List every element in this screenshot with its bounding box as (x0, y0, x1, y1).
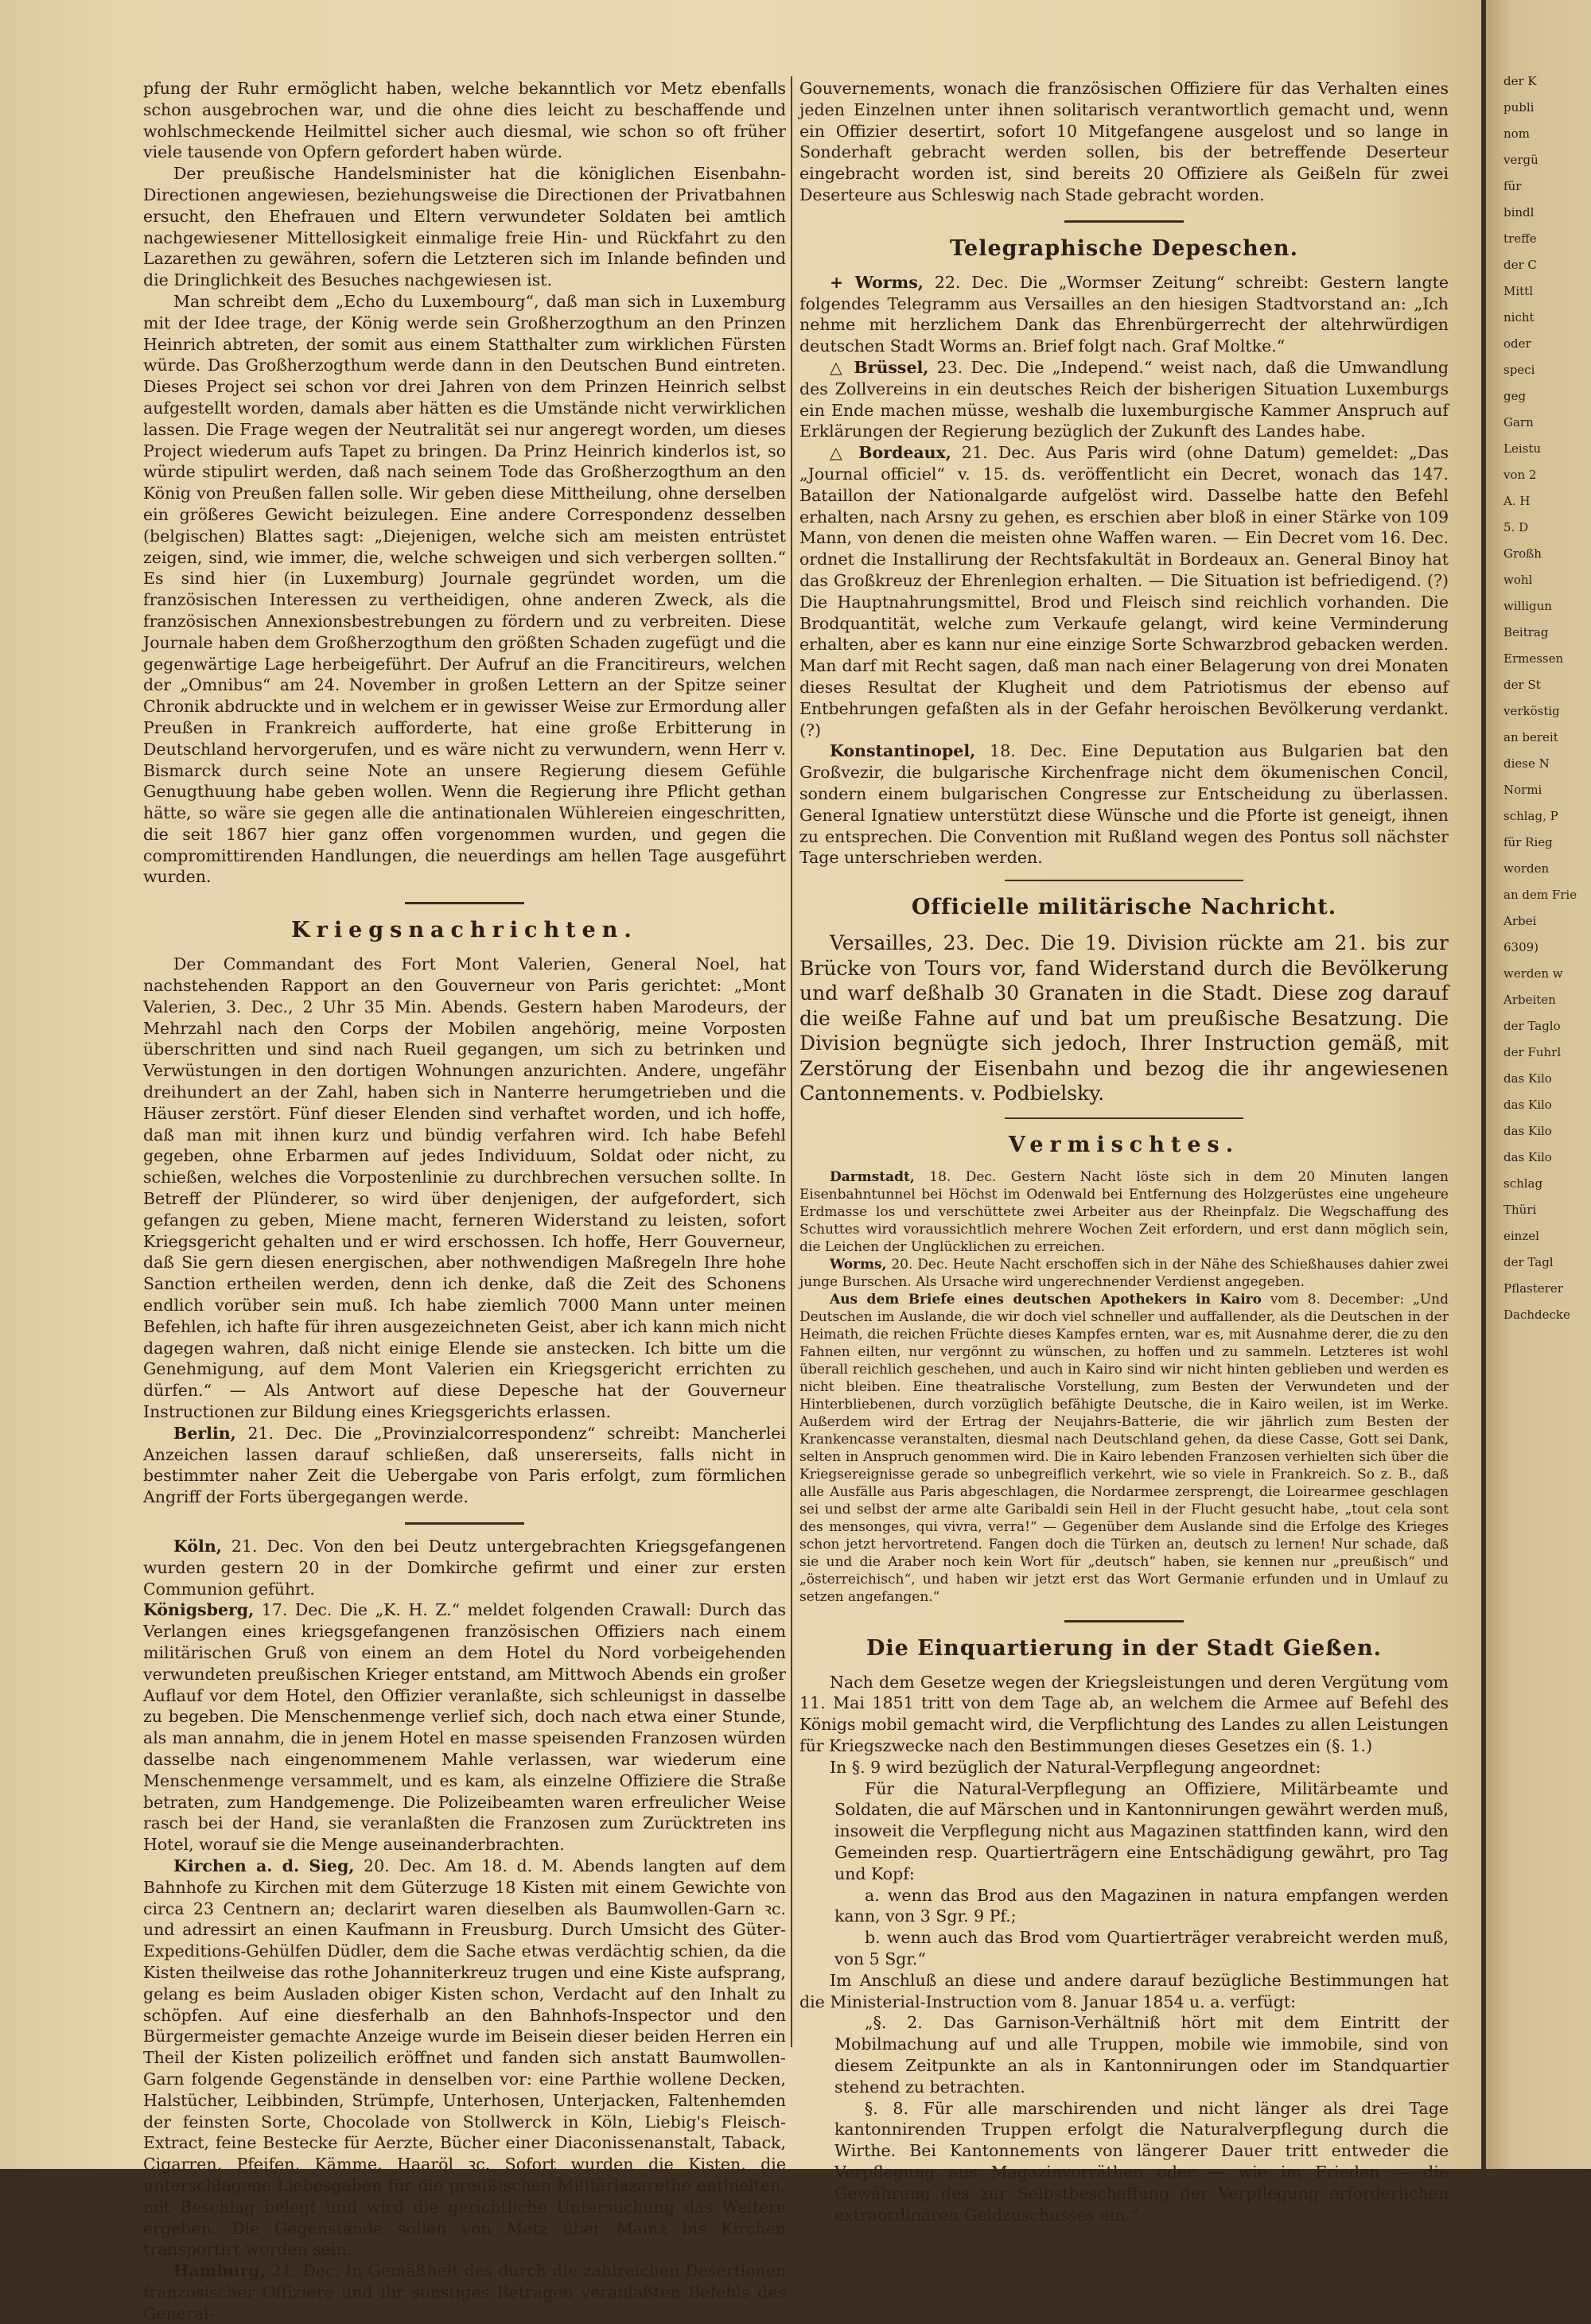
adjacent-page-word: das Kilo (1503, 1150, 1552, 1164)
adjacent-page-word: speci (1503, 363, 1535, 377)
article-hamburg-continued: Gouvernements, wonach die französischen Offiziere für das Verhalten eines jeden Einzelnen unter ihnen solitarisch verantwortlich gemacht und, wenn ein Offizier desertirt, sofort 10 Mitgefangene ausgelost und so lange in Sonderhaft gebracht werden sollen, bis der betreffende Deserteur eingebracht worden ist, sind bereits 20 Offiziere als Geißeln für zwei Deserteure aus Schleswig nach Stade gebracht worden. (799, 79, 1449, 204)
section-separator (405, 902, 524, 904)
adjacent-page-word: für Rieg (1503, 835, 1553, 849)
adjacent-page-word: der Fuhrl (1503, 1045, 1562, 1059)
adjacent-page-word: der Taglo (1503, 1019, 1561, 1033)
article-konstantinopel: Konstantinopel, 18. Dec. Eine Deputation aus Bulgarien bat den Großvezir, die bulgarische Kirchenfrage nicht dem ökumenischen Concil, sondern einem bulgarischen Congresse zur Entscheidung zu überlassen. General Ignatiew unterstützt diese Wünsche und die Pforte ist geneigt, ihnen zu entsprechen. Die Convention mit Rußland wegen des Pontus soll nächster Tage unterschrieben werden. (799, 741, 1449, 868)
heading-telegraphische-depeschen: Telegraphische Depeschen. (950, 235, 1298, 261)
dateline: Berlin, (173, 1423, 236, 1443)
article-ministerial-instruction: Im Anschluß an diese und andere darauf bezügliche Bestimmungen hat die Ministerial-Instruction vom 8. Januar 1854 u. a. verfügt: (799, 1970, 1449, 2011)
adjacent-page-word: der C (1503, 258, 1537, 272)
adjacent-page-word: geg (1503, 389, 1527, 403)
article-ruhr-end: pfung der Ruhr ermöglicht haben, welche bekanntlich vor Metz ebenfalls schon ausgebrochen war, und die ohne dies leicht zu beschaffende und wohlschmeckende Heilmittel sicher auch diesmal, wie schon so oft früher viele tausende von Opfern gefordert haben würde. (143, 79, 786, 162)
adjacent-page-word: Pflasterer (1503, 1281, 1563, 1296)
adjacent-page-word: publi (1503, 100, 1535, 115)
adjacent-page-word: Garn (1503, 415, 1534, 429)
article-mont-valerien: Der Commandant des Fort Mont Valerien, General Noel, hat nachstehenden Rapport an den Gouverneur von Paris gerichtet: „Mont Valerien, 3. Dec., 2 Uhr 35 Min. Abends. Gestern haben Marodeurs, der Mehrzahl nach den Corps der Mobilen angehörig, meine Vorposten überschritten und sind nach Rueil gegangen, um sich zu betrinken und Verwüstungen in den dortigen Wohnungen anzurichten. Andere, ungefähr dreihundert an der Zahl, haben sich in Nanterre herumgetrieben und die Häuser zerstört. Fünf dieser Elenden sind verhaftet worden, und ich hoffe, daß man mit ihnen kurz und bündig verfahren wird. Ich habe Befehl gegeben, ohne Erbarmen auf jedes Individuum, Soldat oder nicht, zu schießen, welches die Vorpostenlinie zu durchbrechen versuchen sollte. In Betreff der Plünderer, so wird über denjenigen, der aufgefordert, sich gefangen zu geben, Miene macht, ferneren Widerstand zu leisten, sofort Kriegsgericht gehalten und er wird erschossen. Ich hoffe, Herr Gouverneur, daß Sie gern diesen energischen, aber nothwendigen Maßregeln Ihre hohe Sanction ertheilen werden, denn ich denke, daß die Zeit des Schonens endlich vorüber sein muß. Ich habe ziemlich 7000 Mann unter meinen Befehlen, ich hafte für ihren ausgezeichneten Geist, aber ich kann mich nicht dagegen wahren, daß nicht einige Elende sie anstecken. Ich bitte um die Genehmigung, auf dem Mont Valerien ein Kriegsgericht errichten zu dürfen.“ — Als Antwort auf diese Depesche hat der Gouverneur Instructionen zur Bildung eines Kriegsgerichts erlassen. (143, 954, 786, 1422)
adjacent-page-word: Dachdecke (1503, 1308, 1570, 1322)
article-kairo: Aus dem Briefe eines deutschen Apothekers in Kairo vom 8. December: „Und Deutschen im Auslande, die wir doch viel schneller und auffallender, als die Deutschen in der Heimath, die reichen Früchte dieses Kampfes ernten, war es, mit Ausnahme derer, die zu den Fahnen eilten, nur vergönnt zu wünschen, zu hoffen und zu sammeln. Letzteres ist wohl überall reichlich geschehen, und auch in Kairo sind wir nicht hinten geblieben und werden es nicht bleiben. Eine theatralische Vorstellung, zum Besten der Verwundeten und der Hinterbliebenen, durch vorzüglich befähigte Deutsche, die in Kairo weilen, ist im Werke. Außerdem wird der Ertrag der Neujahrs-Batterie, die wir jährlich zum Besten der Krankencasse veranstalten, diesmal nach Deutschland gehen, da diese Casse, Gott sei Dank, selten in Anspruch genommen wird. Die in Kairo lebenden Franzosen verhielten sich über die Kriegsereignisse gerade so unbegreiflich verkehrt, wie so viele in Frankreich. So z. B., daß alle Ausfälle aus Paris abgeschlagen, die Nordarmee zersprengt, die Loirearmee geschlagen sei und selbst der arme alte Garibaldi sein Heil in der Flucht gesucht habe, „tout cela sont des mensonges, qui vivra, verra!“ — Gegenüber dem Auslande sind die Erfolge des Krieges schon jetzt hervortretend. Fangen doch die Türken an, deutsch zu lernen! Nur schade, daß sie und die Araber noch kein Wort für „deutsch“ haben, sie kennen nur „preußisch“ und „österreichisch“, und haben wir jetzt erst das Wort Germanie erfunden und in Umlauf zu setzen angefangen.“ (799, 1291, 1449, 1605)
adjacent-page-word: der Tagl (1503, 1255, 1554, 1269)
adjacent-page-word: Beitrag (1503, 625, 1549, 639)
adjacent-page-word: das Kilo (1503, 1098, 1552, 1112)
dateline: △ Bordeaux, (830, 443, 951, 463)
adjacent-page-word: von 2 (1503, 468, 1537, 482)
quote-natural-verpflegung: Für die Natural-Verpflegung an Offiziere, Militärbeamte und Soldaten, die auf Märschen und in Kantonnirungen gewährt werden muß, insoweit die Verpflegung nicht aus Magazinen stattfinden kann, wird den Gemeinden resp. Quartierträgern eine Entschädigung gewährt, pro Tag und Kopf: (834, 1778, 1449, 1883)
adjacent-page-word: A. H (1503, 494, 1531, 508)
adjacent-page-word: treffe (1503, 231, 1537, 246)
article-einquartierung-para9: In §. 9 wird bezüglich der Natural-Verpflegung angeordnet: (830, 1757, 1321, 1777)
article-einquartierung-intro: Nach dem Gesetze wegen der Kriegsleistungen und deren Vergütung vom 11. Mai 1851 tritt von dem Tage ab, an welchem die Armee auf Befehl des Königs mobil gemacht wird, die Verpflichtung des Landes zu allen Leistungen für Kriegszwecke nach den Bestimmungen dieses Gesetzes ein (§. 1.) (799, 1672, 1449, 1755)
quote-para2: „§. 2. Das Garnison-Verhältniß hört mit dem Eintritt der Mobilmachung auf und alle Truppen, mobile wie immobile, sind von diesem Zeitpunkte an als in Kantonnirungen oder im Standquartier stehend zu betrachten. (834, 2013, 1449, 2097)
adjacent-page-edge (1486, 0, 1591, 2169)
article-koenigsberg: Königsberg, 17. Dec. Die „K. H. Z.“ meldet folgenden Crawall: Durch das Verlangen eines kriegsgefangenen französischen Offiziers nach einem militärischen Gruß von einem an dem Hotel du Nord vorbeigehenden verwundeten preußischen Krieger entstand, am Mittwoch Abends ein großer Auflauf vor dem Hotel, den Offizier veranlaßte, sich schleunigst in dasselbe zu begeben. Die Menschenmenge verlief sich, doch nach etwa einer Stunde, als man annahm, die in jenem Hotel en masse speisenden Franzosen würden dasselbe nach eingenommenem Mahle verlassen, war wiederum eine Menschenmenge versammelt, und es kam, als einzelne Offiziere die Straße betraten, zum Handgemenge. Die Polizeibeamten waren erfreulicher Weise rasch bei der Hand, sie veranlaßten die Franzosen zum Zurücktreten ins Hotel, worauf sie die Menge auseinanderbrachten. (143, 1600, 786, 1855)
dateline: + Worms, (830, 272, 924, 292)
adjacent-page-word: nicht (1503, 310, 1535, 325)
article-hamburg: Hamburg, 21. Dec. In Gemäßheit des durch die zahlreichen Desertionen französischer Offiziere und ihr sonstiges Betragen veranlaßten Befehls des General- (143, 2261, 786, 2323)
adjacent-page-word: der K (1503, 74, 1537, 88)
article-bordeaux: △ Bordeaux, 21. Dec. Aus Paris wird (ohne Datum) gemeldet: „Das „Journal officiel“ v. 15. ds. veröffentlicht ein Decret, wonach das 147. Bataillon der Nationalgarde aufgelöst wird. Dasselbe hatte den Befehl erhalten, nach Arsny zu gehen, es erschien aber bloß in einer Stärke von 109 Mann, von denen die meisten ohne Waffen waren. — Ein Decret vom 16. Dec. ordnet die Installirung der Rechtsfakultät in Bordeaux an. General Binoy hat das Großkreuz der Ehrenlegion erhalten. — Die Situation ist befriedigend. (?) Die Hauptnahrungsmittel, Brod und Fleisch sind reichlich vorhanden. Die Brodquantität, welche zum Verkaufe gelangt, wird keine Verminderung erhalten, aber es kann nur eine einzige Sorte Schwarzbrod gebacken werden. Man darf mit Recht sagen, daß man nach einer Belagerung von drei Monaten dieses Resultat der Klugheit und dem Patriotismus der ebenso auf Entbehrungen gefaßten als in der Gefahr heroischen Bevölkerung verdankt. (?) (799, 443, 1449, 740)
heading-kriegsnachrichten: Kriegsnachrichten. (291, 918, 638, 943)
quote-para8: §. 8. Für alle marschirenden und nicht länger als drei Tage kantonnirenden Truppen erfolgt die Naturalverpflegung durch die Wirthe. Bei Kantonnements von längerer Dauer tritt entweder die Verpflegung aus Magazinvorräthen oder — wie im Frieden — die Gewährung des zur Selbstbeschaffung der Verpflegung erforderlichen extraordinären Geldzuschusses ein.“ (834, 2098, 1449, 2225)
dateline: Köln, (173, 1537, 222, 1556)
dateline: Hamburg, (173, 2261, 266, 2281)
adjacent-page-word: nom (1503, 126, 1530, 141)
adjacent-page-word: Thüri (1503, 1203, 1537, 1217)
adjacent-page-word: schlag (1503, 1176, 1543, 1191)
adjacent-page-word: Arbeiten (1503, 993, 1556, 1007)
adjacent-page-word: schlag, P (1503, 809, 1558, 823)
adjacent-page-word: der St (1503, 678, 1541, 692)
adjacent-page-word: Leistu (1503, 441, 1542, 456)
article-berlin: Berlin, 21. Dec. Die „Provinzialcorrespondenz“ schreibt: Mancherlei Anzeichen lassen darauf schließen, daß unsererseits, falls nicht in bestimmter naher Zeit die Uebergabe von Paris erfolgt, zum förmlichen Angriff der Forts übergegangen werde. (143, 1423, 786, 1507)
adjacent-page-word: verköstig (1503, 704, 1560, 718)
article-darmstadt: Darmstadt, 18. Dec. Gestern Nacht löste sich in dem 20 Minuten langen Eisenbahntunnel bei Höchst im Odenwald bei Entfernung des Holzgerüstes eine ungeheure Erdmasse los und verschüttete zwei Arbeiter aus der Rheinpfalz. Die Wegschaffung des Schuttes wird voraussichtlich mehrere Wochen Zeit erfordern, und erst dann möglich sein, die Leichen der Unglücklichen zu erreichen. (799, 1168, 1449, 1255)
list-item-a: a. wenn das Brod aus den Magazinen in natura empfangen werden kann, von 3 Sgr. 9 Pf.; (834, 1885, 1449, 1926)
adjacent-page-word: willigun (1503, 599, 1552, 613)
dateline: Aus dem Briefe eines deutschen Apothekers in Kairo (830, 1291, 1262, 1308)
section-separator (1064, 220, 1184, 223)
article-kirchen: Kirchen a. d. Sieg, 20. Dec. Am 18. d. M. Abends langten auf dem Bahnhofe zu Kirchen mit dem Güterzuge 18 Kisten mit einem Gewichte von circa 23 Centnern an; declarirt waren dieselben als Baumwollen-Garn ꝛc. und adressirt an einen Kaufmann in Freusburg. Durch Umsicht des Güter-Expeditions-Gehülfen Düdler, dem die Sache etwas verdächtig schien, da die Kisten theilweise das rothe Johanniterkreuz trugen und eine Kiste aufsprang, gelang es beim Ausladen obiger Kisten schon, Verdacht auf den Inhalt zu schöpfen. Auf eine diesferhalb an den Bahnhofs-Inspector und den Bürgermeister gemachte Anzeige wurde im Beisein dieser beiden Herren ein Theil der Kisten polizeilich eröffnet und fanden sich anstatt Baumwollen-Garn folgende Gegenstände in denselben vor: eine Parthie wollene Decken, Halstücher, Leibbinden, Strümpfe, Unterhosen, Unterjacken, Faltenhemden der feinsten Sorte, Chocolade von Stollwerck in Köln, Liebig's Fleisch-Extract, feine Bestecke für Aerzte, Bücher einer Diaconissenanstalt, Taback, Cigarren, Pfeifen, Kämme, Haaröl ꝛc. Sofort wurden die Kisten, die unterschlagene Liebesgaben für die preußischen Militärlazarethe enthielten, mit Beschlag belegt und wird die gerichtliche Untersuchung das Weitere ergeben. Die Gegenstände sollen von Metz über Mainz bis Kirchen transportirt worden sein. (143, 1856, 786, 2260)
adjacent-page-word: Arbei (1503, 914, 1537, 928)
column-divider (791, 76, 792, 2047)
section-separator (405, 1522, 524, 1525)
dateline: △ Brüssel, (830, 357, 929, 377)
adjacent-page-word: 6309) (1503, 940, 1539, 954)
heading-vermischtes: Vermischtes. (1008, 1132, 1240, 1157)
adjacent-page-word: an dem Frie (1503, 888, 1577, 902)
adjacent-page-word: das Kilo (1503, 1071, 1552, 1086)
left-column (143, 78, 786, 2324)
dateline: Worms, (830, 1256, 887, 1273)
adjacent-page-word: vergü (1503, 153, 1538, 167)
dateline: Königsberg, (143, 1600, 255, 1620)
adjacent-page-word: wohl (1503, 573, 1533, 587)
article-worms-small: Worms, 20. Dec. Heute Nacht erschoffen sich in der Nähe des Schießhauses dahier zwei junge Burschen. Als Ursache wird ungerechnender Verdienst angegeben. (799, 1256, 1449, 1290)
article-luxembourg: Man schreibt dem „Echo du Luxembourg“, daß man sich in Luxemburg mit der Idee trage, der König werde sein Großherzogthum an den Prinzen Heinrich abtreten, der somit aus einem Statthalter zum wirklichen Fürsten würde. Das Großherzogthum werde dann in den Deutschen Bund eintreten. Dieses Project sei schon vor drei Jahren von dem Prinzen Heinrich selbst aufgestellt worden, damals aber hätten es die Umstände nicht verwirklichen lassen. Die Frage wegen der Neutralität sei nur angeregt worden, um dieses Project wiederum aufs Tapet zu bringen. Da Prinz Heinrich kinderlos ist, so würde stipulirt werden, daß nach seinem Tode das Großherzogthum an den König von Preußen fallen solle. Wir geben diese Mittheilung, ohne derselben ein größeres Gewicht beizulegen. Eine andere Correspondenz desselben (belgischen) Blattes sagt: „Diejenigen, welche sich am meisten entrüstet zeigen, sind, wie immer, die, welche schweigen und sich verbergen sollten.“ Es sind hier (in Luxemburg) Journale gegründet worden, um die französischen Interessen zu vertheidigen, ohne anderen Zweck, als die französischen Annexionsbestrebungen zu fördern und zu verbreiten. Diese Journale haben dem Großherzogthum den größten Schaden zugefügt und die gegenwärtige Lage herbeigeführt. Der Aufruf an die Francitireurs, welchen der „Omnibus“ am 24. November in großen Lettern an der Spitze seiner Chronik abdruckte und in welchem er in gewisser Weise zur Ermordung aller Preußen in Frankreich aufforderte, hat eine große Erbitterung in Deutschland hervorgerufen, und es wäre nicht zu verwundern, wenn Herr v. Bismarck durch seine Note an unsere Regierung diesem Gefühle Genugthuung habe geben wollen. Wenn die Regierung ihre Pflicht gethan hätte, so wäre sie gegen alle die antinationalen Wühlereien eingeschritten, die seit 1867 hier ganz offen vorgenommen wurden, und gegen die compromittirenden Handlungen, die neuerdings am hellen Tage ausgeführt wurden. (143, 291, 786, 887)
article-koeln: Köln, 21. Dec. Von den bei Deutz untergebrachten Kriegsgefangenen wurden gestern 20 in der Domkirche gefirmt und einer zur ersten Communion geführt. (143, 1537, 786, 1599)
article-worms: + Worms, 22. Dec. Die „Wormser Zeitung“ schreibt: Gestern langte folgendes Telegramm aus Versailles an den hiesigen Stadtvorstand an: „Ich nehme mit herzlichem Dank das Ehrenbürgerrecht der altehrwürdigen deutschen Stadt Worms an. Brief folgt nach. Graf Moltke.“ (799, 272, 1449, 356)
adjacent-page-word: einzel (1503, 1229, 1539, 1243)
section-separator (1005, 880, 1243, 881)
dateline: Versailles, (830, 931, 933, 955)
dateline: Konstantinopel, (830, 741, 976, 761)
article-railway: Der preußische Handelsminister hat die königlichen Eisenbahn-Directionen angewiesen, beziehungsweise die Directionen der Privatbahnen ersucht, den Ehefrauen und Eltern verwundeter Soldaten bei amtlich nachgewiesener Mittellosigkeit einmalige freie Hin- und Rückfahrt zu den Lazarethen zu gewähren, sofern die Letzteren sich im Inlande befinden und die Dringlichkeit des Besuches nachgewiesen ist. (143, 164, 786, 290)
adjacent-page-word: Normi (1503, 783, 1542, 797)
adjacent-page-word: Mittl (1503, 284, 1534, 298)
adjacent-page-word: werden w (1503, 966, 1563, 981)
heading-officielle-nachricht: Officielle militärische Nachricht. (911, 895, 1337, 920)
dateline: Kirchen a. d. Sieg, (173, 1856, 355, 1875)
adjacent-page-fragments (1503, 68, 1591, 1328)
article-bruessel: △ Brüssel, 23. Dec. Die „Independ.“ weist nach, daß die Umwandlung des Zollvereins in ein deutsches Reich der bisherigen Situation Luxemburgs ein Ende machen müsse, weshalb die luxemburgische Kammer Anspruch auf Erklärungen der Regierung bezüglich der Zukunft des Landes habe. (799, 357, 1449, 441)
adjacent-page-word: bindl (1503, 205, 1535, 220)
right-column (799, 78, 1449, 2225)
adjacent-page-word: oder (1503, 336, 1531, 351)
adjacent-page-word: für (1503, 179, 1522, 193)
section-separator (1005, 1117, 1243, 1119)
adjacent-page-word: diese N (1503, 756, 1550, 771)
adjacent-page-word: an bereit (1503, 730, 1558, 744)
article-versailles: Versailles, 23. Dec. Die 19. Division rückte am 21. bis zur Brücke von Tours vor, fand Widerstand durch die Bevölkerung und warf deßhalb 30 Granaten in die Stadt. Diese zog darauf die weiße Fahne auf und bat um preußische Besatzung. Die Division begnügte sich jedoch, Ihrer Instruction gemäß, mit Zerstörung der Eisenbahn und bezog die ihr angewiesenen Cantonnements. v. Podbielsky. (799, 931, 1449, 1106)
adjacent-page-word: 5. D (1503, 520, 1529, 534)
adjacent-page-word: Ermessen (1503, 651, 1564, 666)
dateline: Darmstadt, (830, 1168, 915, 1185)
adjacent-page-word: das Kilo (1503, 1124, 1552, 1138)
section-separator (1064, 1620, 1184, 1623)
adjacent-page-word: Großh (1503, 546, 1542, 561)
adjacent-page-word: worden (1503, 861, 1550, 876)
list-item-b: b. wenn auch das Brod vom Quartierträger verabreicht werden muß, von 5 Sgr.“ (834, 1928, 1449, 1968)
heading-einquartierung: Die Einquartierung in der Stadt Gießen. (866, 1635, 1383, 1661)
